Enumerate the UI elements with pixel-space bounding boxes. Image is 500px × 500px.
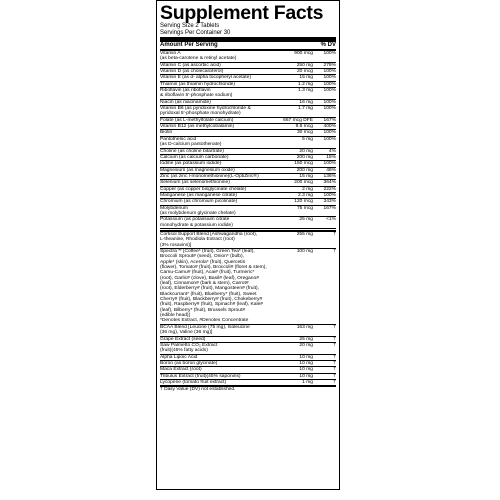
daily-value: 100%: [323, 69, 336, 75]
ingredient-name: Thiamin (as thiamin hydrochloride): [160, 81, 236, 87]
ingredient-name: Pantothenic acid (as D-calcium pantothenate): [160, 136, 222, 148]
daily-value: 364%: [323, 180, 336, 186]
ingredient-amount: 200 mcg: [294, 180, 313, 186]
servings-per-container: Servings Per Container 30: [160, 29, 231, 36]
daily-value: †: [333, 360, 336, 366]
daily-value: 343%: [323, 199, 336, 205]
dv-header: % DV: [320, 42, 336, 48]
ingredient-amount: 10 mg: [299, 367, 313, 373]
daily-value: †: [333, 367, 336, 373]
ingredient-name: Magnesium (as magnesium oxide): [160, 167, 235, 173]
ingredient-amount: 2 mg: [302, 186, 313, 192]
ingredient-amount: 20 mg: [299, 342, 313, 348]
ingredient-amount: 10 mg: [299, 354, 313, 360]
ingredient-amount: 200 mg: [296, 154, 313, 160]
ingredient-amount: 1 mg: [302, 379, 313, 385]
ingredient-name: Iodine (as potassium iodide): [160, 161, 222, 167]
ingredient-amount: 10 mg: [299, 360, 313, 366]
ingredient-amount: 20 mcg: [296, 69, 313, 75]
ingredient-name: Copper (as copper bisglycinate chelate): [160, 186, 247, 192]
ingredient-amount: 10 mg: [299, 373, 313, 379]
ingredient-amount: 30 mcg: [296, 130, 313, 136]
ingredient-name: Vitamin C (as ascorbic acid): [160, 62, 221, 68]
ingredient-name: Lycopene (tomato fruit extract): [160, 379, 227, 385]
ingredient-name: Alpha Lipoic Acid: [160, 354, 198, 360]
daily-value: 100%: [323, 106, 336, 112]
ingredient-amount: 1.3 mg: [298, 88, 313, 94]
daily-value: †: [333, 379, 336, 385]
ingredient-name: Vitamin B12 (as methylcobalamin): [160, 124, 235, 130]
daily-value: 48%: [326, 167, 336, 173]
ingredient-name: Biotin: [160, 130, 173, 136]
daily-value: 167%: [323, 205, 336, 211]
daily-value: 100%: [323, 81, 336, 87]
serving-size: Serving Size 2 Tablets: [160, 23, 220, 29]
footnote: † Daily Value (DV) not established.: [160, 386, 336, 393]
ingredient-amount: 667 mcg DFE: [283, 117, 313, 123]
ingredient-name: Vitamin E (as d- alpha tocopheryl acetate): [160, 75, 251, 81]
blend-row: [160, 325, 336, 337]
daily-value: 100%: [323, 51, 336, 56]
nutrient-row: [160, 137, 336, 149]
panel-title: Supplement Facts: [160, 2, 324, 24]
ingredient-name: Vitamin B6 (as pyridoxine hydrochloride & pyridoxal 5'-phosphate monohydrate): [160, 106, 251, 117]
ingredient-amount: 25 mg: [299, 217, 313, 223]
ingredient-name: Molybdenum (as molybdenum glycinate chelate): [160, 205, 236, 216]
nutrient-row: [160, 88, 336, 100]
daily-value: 100%: [323, 75, 336, 81]
ingredient-amount: 15 mg: [299, 173, 313, 179]
daily-value: †: [333, 249, 336, 254]
ingredient-name: Folate (as L-methylfolate calcium): [160, 117, 234, 123]
ingredient-name: Grape Extract (seed): [160, 336, 206, 342]
nutrient-row: [160, 206, 336, 218]
ingredient-name: Maca Extract (root): [160, 367, 202, 373]
ingredient-amount: 16 mg: [299, 99, 313, 105]
daily-value: 100%: [323, 192, 336, 198]
daily-value: 15%: [326, 154, 336, 160]
ingredient-name: Niacin (as niacinamide): [160, 99, 211, 105]
ingredient-amount: 120 mcg: [294, 199, 313, 205]
ingredient-amount: 20 mg: [299, 148, 313, 154]
daily-value: 400%: [323, 124, 336, 130]
daily-value: <1%: [326, 217, 336, 223]
ingredient-amount: 9.6 mcg: [295, 124, 313, 130]
daily-value: †: [333, 342, 336, 348]
ingredient-name: Choline (as choline bitartrate): [160, 148, 224, 154]
amount-header: Amount Per Serving: [160, 42, 218, 48]
vitamin-mineral-list: [160, 51, 336, 229]
ingredient-amount: 150 mcg: [294, 161, 313, 167]
ingredient-amount: 250 mg: [296, 62, 313, 68]
ingredient-amount: 100 mg: [296, 249, 313, 254]
blend-list: [160, 232, 336, 386]
daily-value: 100%: [323, 88, 336, 94]
ingredient-amount: 200 mg: [296, 167, 313, 173]
daily-value: 222%: [323, 186, 336, 192]
daily-value: †: [333, 354, 336, 360]
ingredient-name: Boron (as boron glycinate): [160, 360, 218, 366]
blend-row: [160, 232, 336, 249]
daily-value: 278%: [323, 62, 336, 68]
daily-value: 100%: [323, 99, 336, 105]
ingredient-amount: 255 mg: [296, 231, 313, 237]
ingredient-name: Selenium (as selenomethionine): [160, 180, 230, 186]
ingredient-amount: 1.7 mg: [298, 106, 313, 112]
column-header: [160, 42, 336, 49]
daily-value: 100%: [323, 161, 336, 167]
ingredient-amount: 5 mg: [302, 136, 313, 142]
blend-row: [160, 343, 336, 355]
nutrient-row: [160, 51, 336, 63]
supplement-facts-panel: [156, 0, 340, 490]
ingredient-name: Vitamin A (as beta-carotene & retinyl acetate): [160, 51, 237, 62]
daily-value: 100%: [323, 136, 336, 142]
ingredient-amount: 15 mg: [299, 75, 313, 81]
daily-value: †: [333, 336, 336, 342]
ingredient-name: Tribulus Extract (fruit)(45% saponins): [160, 373, 241, 379]
daily-value: †: [333, 324, 336, 330]
daily-value: 167%: [323, 117, 336, 123]
ingredient-name: Vitamin D (as cholecalciferol): [160, 69, 224, 75]
ingredient-name: Calcium (as calcium carbonate): [160, 154, 229, 160]
ingredient-name: BCAA Blend [Leucine (75 mg), Isoleucine (36 mg), Valine (36 mg)]: [160, 324, 250, 336]
ingredient-name: Chromium (as chromium picolinate): [160, 199, 238, 205]
nutrient-row: [160, 217, 336, 229]
ingredient-name: Potassium (as potassium citrate monohydrate & potassium iodide): [160, 217, 233, 228]
ingredient-amount: 163 mg: [296, 324, 313, 330]
blend-row: [160, 249, 336, 325]
ingredient-name: Riboflavin (as riboflavin & riboflavin 5'-phosphate sodium): [160, 88, 233, 99]
daily-value: 4%: [328, 148, 336, 154]
daily-value: †: [333, 373, 336, 379]
ingredient-amount: 1.2 mg: [298, 81, 313, 87]
ingredient-amount: 900 mcg: [294, 51, 313, 56]
ingredient-name: Spectra™ [Coffee* (fruit), Green Tea* (leaf), Broccoli Sprout# (seed), Onion* (bulb), Apple* (skin), Acerola* (fruit), Quercetin (flower), Tomato# (fruit), Broccoli# (floret & stem), Camu-Camu# (fruit), Acai# (fruit), Turmeric* (root), Garlic# (clove), Basil# (leaf), Oregano# (leaf), Cinnamon# (bark & stem), Carrot# (root), Elderberry# (fruit), Mangosteen# (fruit), Blackcurrant* (fruit), Blueberry* (fruit), Sweet Cherry# (fruit), Blackberry# (fruit), Chokeberry# (fruit), Raspberry# (fruit), Spinach# (leaf), Kale# (leaf), Bilberry* (fruit), Brussels Sprout# (edible head)] *Denotes Extract, #Denotes Concentrate: [160, 249, 267, 324]
ingredient-name: Saw Palmetto CO₂ Extract (fruit)(45% fatty acids): [160, 342, 218, 354]
ingredient-name: Cortisol Support Blend [Ashwagandha (root), L-theanine, Rhodiola Extract (root) (3% rosavins)]: [160, 231, 258, 248]
daily-value: 100%: [323, 130, 336, 136]
nutrient-row: [160, 106, 336, 118]
ingredient-amount: 75 mcg: [296, 205, 313, 211]
daily-value: 136%: [323, 173, 336, 179]
ingredient-name: Manganese (as manganese citrate): [160, 192, 237, 198]
daily-value: †: [333, 231, 336, 237]
ingredient-amount: 2.3 mg: [298, 192, 313, 198]
ingredient-amount: 25 mg: [299, 336, 313, 342]
ingredient-name: Zinc (as zinc l-monomethionine)(L-OptiZinc®): [160, 173, 259, 179]
